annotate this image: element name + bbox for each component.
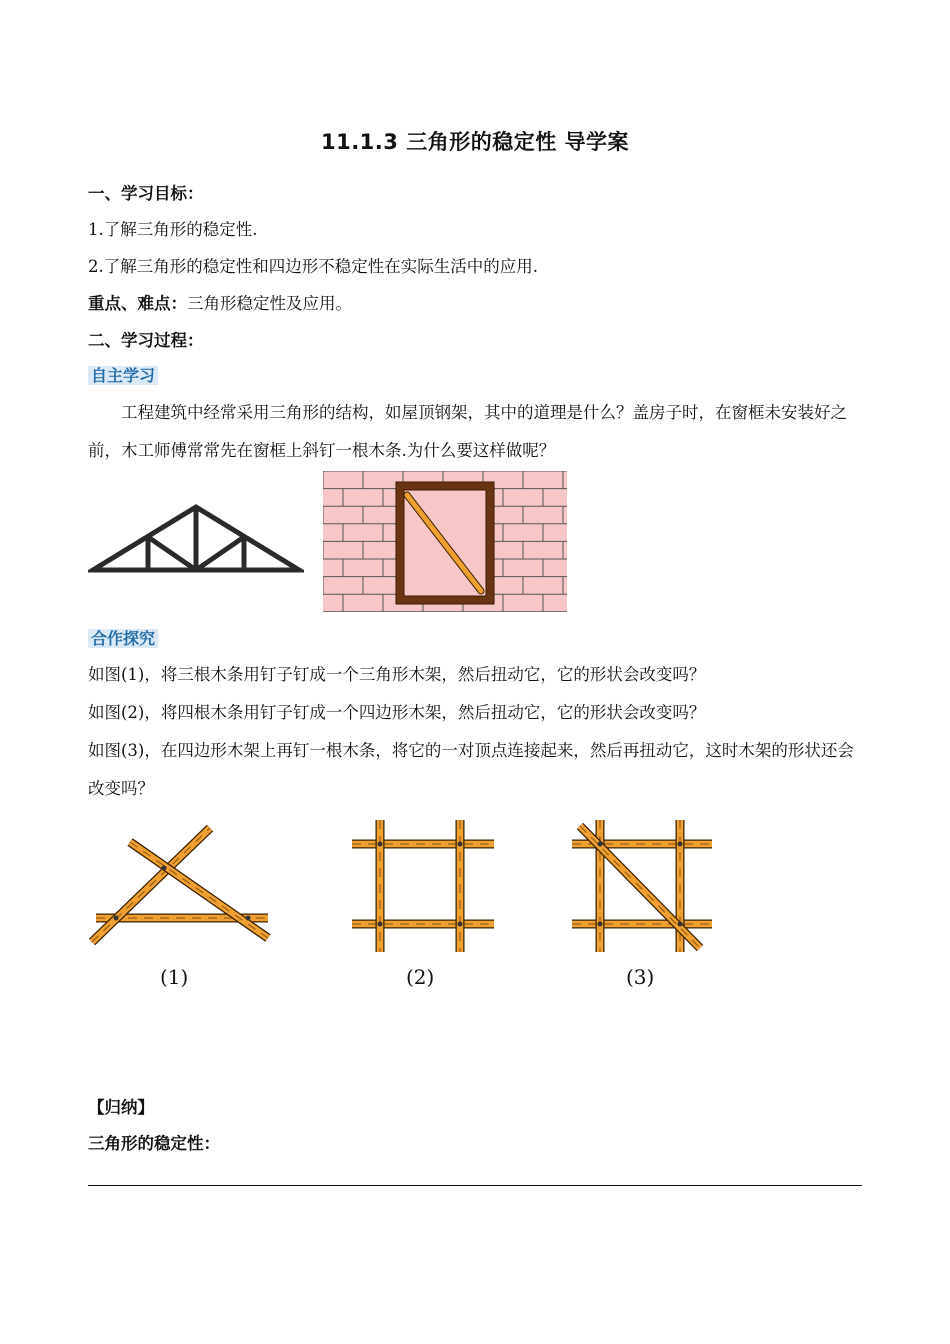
- nail-icon: [678, 842, 683, 847]
- nail-icon: [458, 842, 463, 847]
- nail-icon: [378, 922, 383, 927]
- keypoint-text: 三角形稳定性及应用。: [187, 294, 352, 313]
- coop-line-1: 如图(1)，将三根木条用钉子钉成一个三角形木架，然后扭动它，它的形状会改变吗？: [88, 665, 706, 684]
- caption-2: (2): [406, 965, 435, 989]
- self-study-tag: 自主学习: [88, 366, 158, 385]
- nail-icon: [246, 916, 251, 921]
- summary-label: 三角形的稳定性：: [88, 1134, 220, 1153]
- nail-icon: [598, 842, 603, 847]
- summary-heading: 【归纳】: [88, 1098, 154, 1117]
- nail-icon: [114, 916, 119, 921]
- truss-strut-left: [148, 537, 196, 570]
- coop-tag: 合作探究: [88, 629, 158, 648]
- figure-3-braced-quadrilateral: [572, 820, 712, 952]
- goal-1: 1.了解三角形的稳定性.: [88, 220, 258, 239]
- section1-heading: 一、学习目标：: [88, 184, 204, 203]
- figure-1-triangle: [92, 828, 268, 942]
- nail-icon: [678, 922, 683, 927]
- brick-wall-window-figure: [323, 471, 567, 612]
- nail-icon: [458, 922, 463, 927]
- self-study-text: 工程建筑中经常采用三角形的结构，如屋顶钢架，其中的道理是什么？盖房子时，在窗框未安装好之前，木工师傅常常先在窗框上斜钉一根木条.为什么要这样做呢？: [88, 403, 847, 460]
- truss-strut-right: [196, 537, 244, 570]
- keypoint-label: 重点、难点：: [88, 294, 187, 313]
- nail-icon: [378, 842, 383, 847]
- wood-frame-figures: [86, 820, 726, 955]
- nail-icon: [598, 922, 603, 927]
- caption-1: (1): [160, 965, 189, 989]
- answer-line: [88, 1185, 862, 1186]
- coop-line-3: 如图(3)，在四边形木架上再钉一根木条，将它的一对顶点连接起来，然后再扭动它，这时木架的形状还会改变吗？: [88, 741, 854, 798]
- section2-heading: 二、学习过程：: [88, 331, 204, 350]
- goal-2: 2.了解三角形的稳定性和四边形不稳定性在实际生活中的应用.: [88, 257, 538, 276]
- self-study-row: [88, 365, 158, 387]
- page-title: 11.1.3 三角形的稳定性 导学案: [320, 130, 630, 154]
- coop-row: [88, 628, 158, 650]
- coop-line-2: 如图(2)，将四根木条用钉子钉成一个四边形木架，然后扭动它，它的形状会改变吗？: [88, 703, 706, 722]
- nail-icon: [162, 866, 167, 871]
- roof-truss-figure: [88, 500, 304, 576]
- keypoint: [88, 293, 352, 315]
- figure-2-quadrilateral: [352, 820, 494, 952]
- caption-3: (3): [626, 965, 655, 989]
